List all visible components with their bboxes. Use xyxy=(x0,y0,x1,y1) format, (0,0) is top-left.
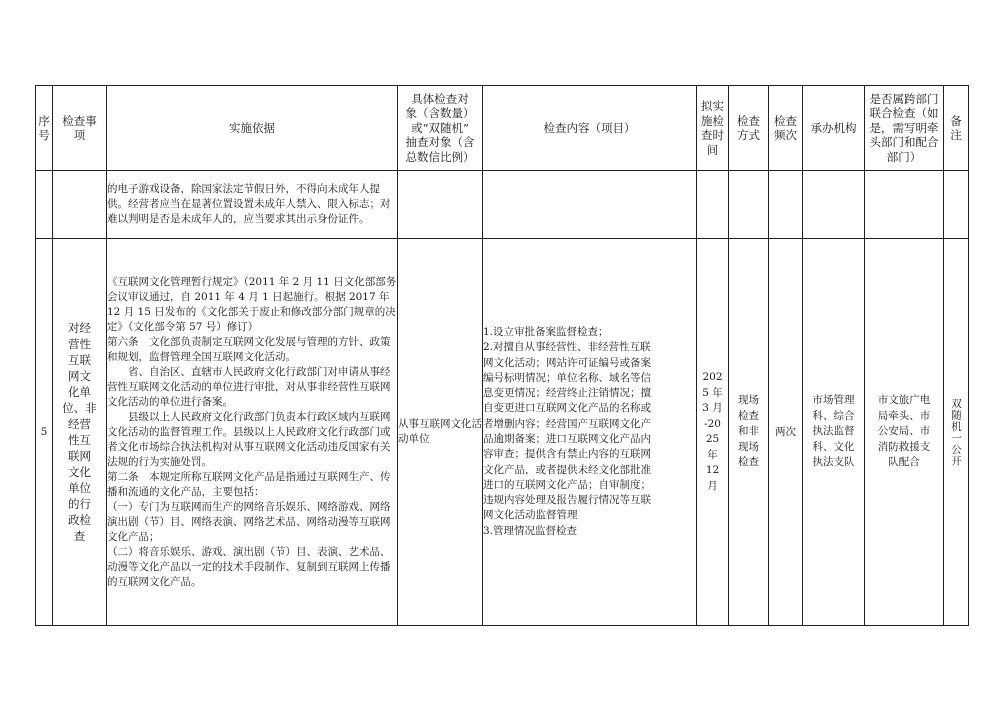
basis-paragraph: 第二条 本规定所称互联网文化产品是指通过互联网生产、传播和流通的文化产品，主要包括： xyxy=(107,470,391,498)
row-frequency: 两次 xyxy=(769,239,803,626)
cont-joint xyxy=(865,171,944,239)
header-target: 具体检查对 象（含数量） 或“双随机” 抽查对象（含 总数信比例） xyxy=(398,86,483,171)
row-time: 202 5 年 3 月 -20 25 年 12 月 xyxy=(697,239,729,626)
header-note: 备 注 xyxy=(944,86,969,171)
table-row xyxy=(36,239,969,626)
row-item: 对经 营性 互联 网文 化单 位、非 经营 性互 联网 文化 单位 的行 政检 查 xyxy=(53,239,107,626)
basis-paragraph: 县级以上人民政府文化行政部门负责本行政区域内互联网文化活动的监督管理工作。县级以上人民政府文化行政部门或者文化市场综合执法机构对从事互联网文化活动违反国家有关法规的行为实施处罚。 xyxy=(107,410,391,468)
cont-organization xyxy=(803,171,865,239)
cont-target xyxy=(398,171,483,239)
cont-time xyxy=(697,171,729,239)
row-basis xyxy=(107,239,398,626)
continuation-row xyxy=(36,171,969,239)
basis-paragraph: 第六条 文化部负责制定互联网文化发展与管理的方针、政策和规划，监督管理全国互联网文化活动。 xyxy=(107,335,391,363)
row-method: 现场 检查 和非 现场 检查 xyxy=(729,239,769,626)
note-text: 双随机一公开 xyxy=(950,397,962,467)
header-item: 检查事 项 xyxy=(53,86,107,171)
cont-method xyxy=(729,171,769,239)
header-organization: 承办机构 xyxy=(803,86,865,171)
header-seq: 序 号 xyxy=(36,86,53,171)
basis-paragraph: 省、自治区、直辖市人民政府文化行政部门对申请从事经营性互联网文化活动的单位进行审批，对从事非经营性互联网文化活动的单位进行备案。 xyxy=(107,365,391,408)
header-joint-inspection: 是否属跨部门 联合检查（如 是，需写明牵 头部门和配合 部门） xyxy=(865,86,944,171)
header-basis: 实施依据 xyxy=(107,86,398,171)
row-organization: 市场管理 科、综合 执法监督 科、文化 执法支队 xyxy=(803,239,865,626)
cont-note xyxy=(944,171,969,239)
header-method: 检查 方式 xyxy=(729,86,769,171)
basis-paragraph: 《互联网文化管理暂行规定》（2011 年 2 月 11 日文化部部务会议审议通过，自 2011 年 4 月 1 日起施行。根据 2017 年 12 月 15 日发布的《文化部关于废止和修改部分部门规章的决定》（文化部令第 57 号）修订） xyxy=(107,275,397,333)
basis-paragraph: （一）专门为互联网而生产的网络音乐娱乐、网络游戏、网络演出剧（节）目、网络表演、网络艺术品、网络动漫等互联网文化产品； xyxy=(107,500,391,543)
header-row xyxy=(36,86,969,171)
header-content: 检查内容（项目） xyxy=(483,86,697,171)
basis-paragraph: （二）将音乐娱乐、游戏、演出剧（节）目、表演、艺术品、动漫等文化产品以一定的技术手段制作、复制到互联网上传播的互联网文化产品。 xyxy=(107,545,391,588)
cont-basis: 的电子游戏设备，除国家法定节假日外，不得向未成年人提供。经营者应当在显著位置设置未成年人禁入、限入标志；对难以判明是否是未成年人的，应当要求其出示身份证件。 xyxy=(107,171,398,239)
cont-frequency xyxy=(769,171,803,239)
cont-content xyxy=(483,171,697,239)
inspection-table xyxy=(35,85,969,626)
row-target: 从事互联网文化活动单位 xyxy=(398,239,483,626)
header-frequency: 检查 频次 xyxy=(769,86,803,171)
row-joint: 市文旅广电 局牵头、市 公安局、市 消防救援支 队配合 xyxy=(865,239,944,626)
row-content: 1.设立审批备案监督检查； 2.对擅自从事经营性、非经营性互联 网文化活动；网站许可证编号或备案 编号标明情况；单位名称、域名等信 息变更情况；经营终止注销情况；擅 自变更进口互联网文化产品的名称或 者增删内容；经营国产互联网文化产 品逾期备案；进口互联网文化产品内 容审查；提供含有禁止内容的互联网 文化产品，或者提供未经文化部批准 进口的互联网文化产品；自审制度； 违规内容处理及报告履行情况等互联 网文化活动监督管理 3.管理情况监督检查 xyxy=(483,239,697,626)
header-time: 拟实 施检 查时 间 xyxy=(697,86,729,171)
row-seq: 5 xyxy=(36,239,53,626)
row-note xyxy=(944,239,969,626)
cont-seq xyxy=(36,171,53,239)
cont-item xyxy=(53,171,107,239)
